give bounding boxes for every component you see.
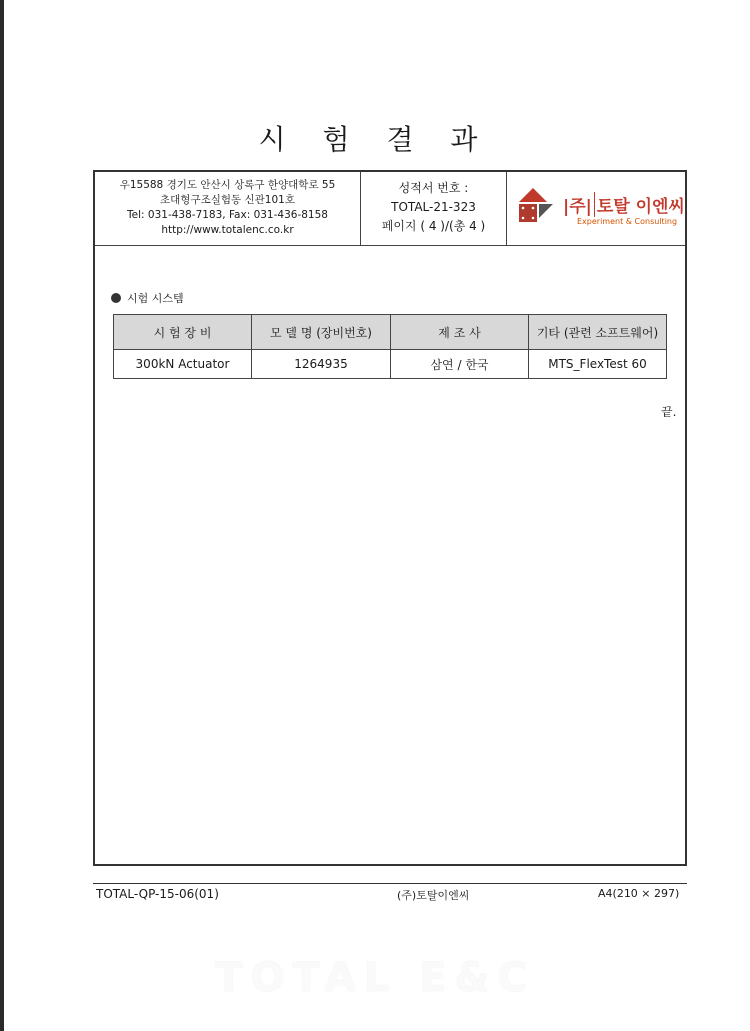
test-system-table — [113, 314, 667, 379]
address-line: http://www.totalenc.co.kr — [161, 224, 294, 236]
column-header: 모 델 명 (장비번호) — [252, 315, 391, 350]
column-header: 시 험 장 비 — [114, 315, 252, 350]
footer-paper-size: A4(210 × 297) — [598, 887, 680, 900]
address-block — [95, 172, 361, 245]
report-frame — [93, 170, 687, 866]
table-header-row — [114, 315, 667, 350]
table-cell: MTS_FlexTest 60 — [529, 350, 667, 379]
logo-subtitle: Experiment & Consulting — [577, 217, 678, 226]
table-cell: 300kN Actuator — [114, 350, 252, 379]
page-title: 시 험 결 과 — [258, 123, 492, 156]
report-header — [95, 172, 685, 246]
address-line: 우15588 경기도 안산시 상록구 한양대학로 55 — [119, 179, 336, 191]
column-header: 제 조 사 — [391, 315, 529, 350]
section-heading — [111, 290, 184, 306]
logo-company-name — [563, 192, 685, 217]
table-row — [114, 350, 667, 379]
report-number-label: 성적서 번호 : — [398, 181, 469, 195]
bullet-icon — [111, 293, 121, 303]
report-number: TOTAL-21-323 — [391, 200, 476, 214]
section-title: 시험 시스템 — [127, 292, 184, 305]
company-logo — [507, 172, 685, 245]
table-cell: 1264935 — [252, 350, 391, 379]
report-info-block — [361, 172, 507, 245]
address-line: Tel: 031-438-7183, Fax: 031-436-8158 — [127, 209, 328, 221]
logo-bracket: |주| — [563, 192, 595, 217]
footer-divider — [93, 883, 687, 884]
footer-company: (주)토탈이엔씨 — [397, 889, 470, 902]
embossed-watermark: TOTAL E&C — [215, 955, 535, 1001]
page-info: 페이지 ( 4 )/(총 4 ) — [381, 219, 486, 233]
logo-text: 토탈 이엔씨 — [596, 197, 685, 217]
logo-mark-icon — [517, 186, 557, 226]
table-cell: 삼연 / 한국 — [391, 350, 529, 379]
end-mark: 끝. — [661, 405, 677, 419]
column-header: 기타 (관련 소프트웨어) — [529, 315, 667, 350]
footer-doc-code: TOTAL-QP-15-06(01) — [96, 887, 219, 901]
address-line: 초대형구조실험동 신관101호 — [160, 194, 295, 206]
